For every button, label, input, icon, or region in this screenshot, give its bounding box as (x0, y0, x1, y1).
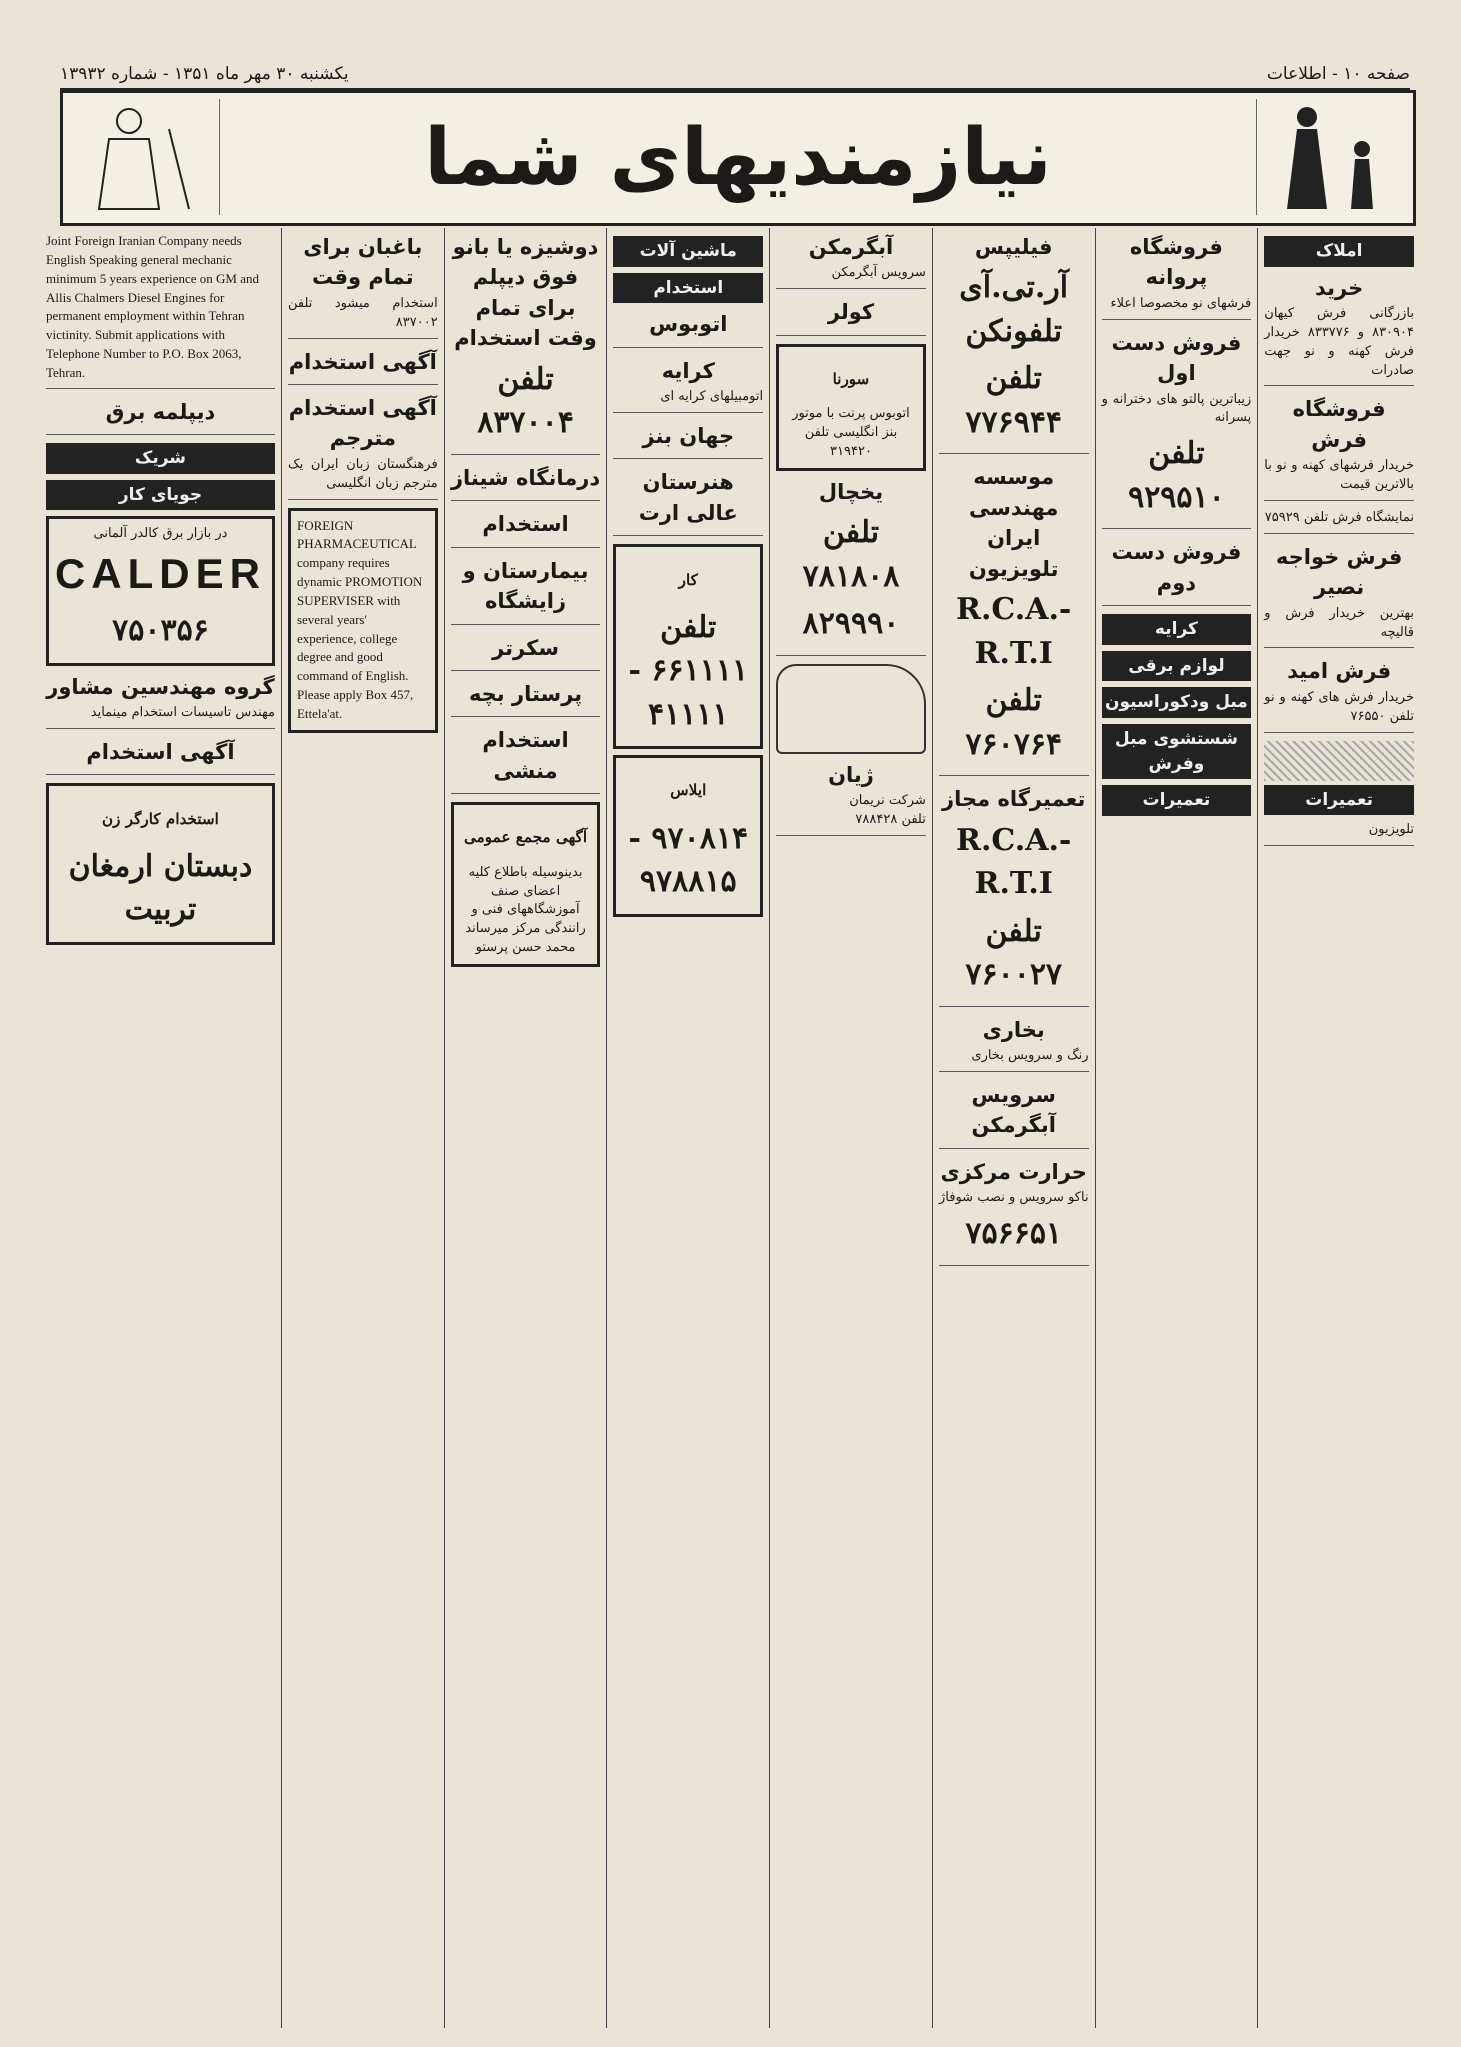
ad-dastavval (1102, 328, 1252, 530)
ad-namayeshgah (1264, 509, 1414, 534)
ad-nurse (451, 556, 601, 625)
section-furniture: مبل ودکوراسیون (1102, 687, 1252, 718)
ad-tv-repair (1264, 821, 1414, 846)
ad-kharid (1264, 273, 1414, 387)
ad-title: سکرتر (492, 635, 559, 660)
ad-soorena (776, 344, 926, 471)
ad-dastdovom (1102, 537, 1252, 606)
ad-jahan-benz (613, 421, 763, 459)
ad-kargar-zan (46, 783, 275, 944)
ad-title: حرارت مرکزی (940, 1159, 1087, 1184)
ad-body: خریدار فرش های کهنه و نو تلفن ۷۶۵۵۰ (1264, 689, 1414, 724)
section-repairs-2: تعمیرات (1102, 785, 1252, 816)
ad-phone: تلفن ۷۶۰۰۲۷ (965, 913, 1063, 993)
issue-date: یکشنبه ۳۰ مهر ماه ۱۳۵۱ - شماره ۱۳۹۳۲ (60, 64, 349, 84)
ad-title: آگهی استخدام (288, 349, 437, 374)
ad-title: فروش دست دوم (1111, 540, 1242, 595)
ad-khajenasir (1264, 542, 1414, 649)
ad-title: دیپلمه برق (105, 399, 216, 424)
section-real-estate: املاک (1264, 236, 1414, 267)
ad-title: استخدام منشی (482, 728, 569, 783)
ad-title: یخچال (818, 479, 884, 504)
section-electric: لوازم برقی (1102, 651, 1252, 682)
ad-body: مهندس تاسیسات استخدام مینماید (90, 705, 275, 721)
ad-body: تلویزیون (1368, 822, 1414, 838)
ad-title: فیلیپس (974, 235, 1053, 259)
section-job-seeker: جویای کار (46, 480, 275, 511)
ad-agahi-estekhdam (288, 347, 438, 385)
column-5 (606, 228, 769, 2028)
ad-farsh-omid (1264, 656, 1414, 732)
ad-title: سرویس آبگرمکن (971, 1082, 1056, 1138)
ad-abgarmkon-2 (776, 232, 926, 289)
section-cleaning: شستشوی مبل وفرش (1102, 724, 1252, 779)
ad-title: آگهی استخدام مترجم (288, 396, 437, 451)
page-header (60, 48, 1410, 90)
classified-columns (40, 228, 1420, 2028)
classifieds-banner (60, 90, 1416, 226)
ad-title: بیمارستان و زایشگاه (462, 558, 589, 614)
ad-body: خریدار فرشهای کهنه و نو با بالاترین قیمت (1264, 458, 1414, 493)
ad-darmangah (451, 463, 601, 501)
ad-body: زیباترین پالتو های دخترانه و پسرانه (1101, 391, 1252, 426)
calder-tagline: در بازار برق کالدر آلمانی (93, 526, 228, 542)
ad-title: ایلاس (670, 781, 707, 800)
ad-title: کار (678, 570, 698, 589)
ad-otoobus (613, 309, 763, 347)
ad-phone: تلفن ۷۸۸۴۲۸ (855, 811, 926, 827)
column-6 (444, 228, 607, 2028)
section-recruitment: استخدام (613, 273, 763, 304)
ad-phone: ۷۵۶۶۵۱ (965, 1216, 1063, 1252)
ad-phone-2: ۸۲۹۹۹۰ (802, 606, 900, 642)
section-repairs: تعمیرات (1264, 785, 1414, 816)
ad-illustration (1264, 741, 1414, 781)
ad-tarjoman (288, 393, 438, 500)
ad-title: ژیان (828, 762, 874, 787)
ad-rent-car (613, 356, 763, 413)
banner-title: نیازمندیهای شما (424, 113, 1052, 203)
ad-title: فروشگاه فرش (1292, 397, 1386, 452)
ad-baghban (288, 232, 438, 339)
ad-title: موسسه مهندسی ایران تلویزیون (968, 465, 1059, 581)
banner-illustration-left (69, 99, 220, 215)
ad-philips (939, 232, 1089, 454)
ad-title: بخاری (982, 1017, 1045, 1042)
ad-body: R.C.A.-R.T.I (956, 822, 1072, 902)
ad-title: پرستار بچه (468, 681, 583, 706)
ad-body: سرویس آبگرمکن (831, 265, 926, 281)
ad-general-meeting (451, 802, 601, 967)
banner-illustration-right (1256, 99, 1407, 215)
ad-zhian (776, 760, 926, 836)
ad-body: رنگ و سرویس بخاری (971, 1048, 1089, 1064)
ad-agahi-estekhdam-2 (46, 737, 275, 775)
ad-harart (939, 1157, 1089, 1266)
ad-title: تعمیرگاه مجاز (942, 787, 1086, 812)
ad-title: دوشیزه یا بانو فوق دیپلم برای تمام وقت استخدام (452, 235, 599, 351)
ad-monshi (451, 725, 601, 794)
ad-abgarmkon (939, 1080, 1089, 1149)
ad-phone: تلفن ۷۶۰۷۶۴ (965, 683, 1063, 762)
ad-title: فرش خواجه نصیر (1275, 544, 1403, 600)
ad-body: اتوبوس پرنت با موتور بنز انگلیسی تلفن ۳۱۹۴۲۰ (792, 406, 910, 459)
section-partner: شریک (46, 443, 275, 474)
ad-mojaz (939, 784, 1089, 1006)
column-8 (40, 228, 281, 2028)
ad-title: باغبان برای تمام وقت (303, 235, 423, 290)
ad-title: فروشگاه پروانه (1129, 235, 1223, 290)
column-4 (769, 228, 932, 2028)
ad-body: بدینوسیله باطلاع کلیه اعضای صنف آموزشگاههای فنی و رانندگی مرکز میرساند (465, 864, 586, 937)
ad-title: درمانگاه شیناز (450, 465, 601, 490)
ad-bokhari (939, 1015, 1089, 1072)
ad-title: خرید (1315, 275, 1364, 300)
column-1 (1257, 228, 1420, 2028)
ad-body: بهترین خریدار فرش و قالیچه (1264, 605, 1414, 640)
ad-phone: تلفن ۶۶۱۱۱۱ - ۴۱۱۱۱ (628, 609, 749, 732)
ad-title: استخدام کارگر زن (102, 809, 219, 828)
ad-title: آگهی استخدام (86, 739, 235, 764)
calder-phone: ۷۵۰۳۵۶ (112, 613, 209, 649)
ad-body: شرکت نریمان (849, 793, 926, 809)
ad-yakhchal (776, 477, 926, 656)
ad-kooler (776, 297, 926, 335)
ad-body: دبستان ارمغان تربیت (68, 848, 253, 928)
page-number: صفحه ۱۰ - اطلاعات (1266, 64, 1410, 84)
ad-estekhdam (451, 509, 601, 547)
ad-title: فرش امید (1287, 659, 1392, 684)
section-rent: کرایه (1102, 614, 1252, 645)
ad-phone: تلفن ۹۲۹۵۱۰ (1128, 436, 1225, 515)
ad-mohandes (46, 672, 275, 729)
ad-body: R.C.A.-R.T.I (956, 592, 1072, 671)
car-illustration (776, 664, 926, 754)
ad-title: فروش دست اول (1111, 330, 1242, 386)
ad-body: اتومبیلهای کرایه ای (660, 389, 764, 405)
ad-doshizeh (451, 232, 601, 455)
section-machinery: ماشین آلات (613, 236, 763, 267)
ad-title: کرایه (661, 358, 715, 383)
column-3 (932, 228, 1095, 2028)
ad-body: آر.تی.آی تلفونکن (959, 270, 1069, 349)
ad-body: فرهنگستان زبان ایران یک مترجم زبان انگلیسی (287, 456, 438, 491)
ad-title: آبگرمکن (808, 235, 894, 259)
ad-phone: تلفن ۷۷۶۹۴۴ (965, 361, 1063, 440)
ad-title: سورنا (832, 369, 870, 388)
ad-ilas (613, 755, 763, 916)
ad-title: جهان بنز (642, 424, 735, 448)
ad-honarestan (613, 467, 763, 536)
ad-parastar (451, 679, 601, 717)
ad-title: هنرستان عالی ارت (638, 470, 738, 525)
ad-body: نمایشگاه فرش تلفن ۷۵۹۲۹ (1264, 510, 1414, 526)
ad-pharmaceutical: FOREIGN PHARMACEUTICAL company requires dynamic PROMOTION SUPERVISER with several years' experience, college degree and good command of English. Please apply Box 457, Ettela'at. (288, 508, 438, 733)
ad-parvaneh (1102, 232, 1252, 320)
ad-english-mechanic: Joint Foreign Iranian Company needs English Speaking general mechanic minimum 5 years experience on GM and Allis Chalmers Diesel Engines for permanent employment within Tehran victinity. Submit applications with Telephone Number to P.O. Box 2063, Tehran. (46, 232, 275, 389)
ad-sakhteman (451, 633, 601, 671)
column-2 (1095, 228, 1258, 2028)
ad-rugs (1264, 394, 1414, 501)
ad-title: کولر (827, 300, 875, 325)
ad-body: استخدام میشود تلفن ۸۳۷۰۰۲ (287, 295, 438, 330)
ad-title: گروه مهندسین مشاور (46, 674, 275, 699)
ad-title: اتوبوس (649, 312, 728, 337)
ad-phone: تلفن ۸۳۷۰۰۴ (477, 361, 574, 441)
ad-signature: محمد حسن پرستو (475, 940, 576, 956)
ad-calder (46, 516, 275, 665)
ad-title: آگهی مجمع عمومی (463, 828, 588, 847)
calder-brand: CALDER (54, 550, 266, 598)
ad-body: ناکو سرویس و نصب شوفاژ (939, 1190, 1089, 1206)
ad-phone: ۹۷۰۸۱۴ - ۹۷۸۸۱۵ (628, 820, 749, 900)
ad-body: بازرگانی فرش کیهان ۸۳۰۹۰۴ و ۸۳۳۷۷۶ خریدار فرش کهنه و نو جهت صادرات (1264, 306, 1414, 378)
ad-iran-tv (939, 462, 1089, 776)
ad-kar (613, 544, 763, 749)
ad-phone: تلفن ۷۸۱۸۰۸ (802, 515, 900, 594)
ad-body: فرشهای نو مخصوصا اعلاء (1110, 295, 1252, 311)
ad-diplomeh-bargh (46, 397, 275, 435)
column-7 (281, 228, 444, 2028)
ad-title: استخدام (482, 512, 569, 537)
